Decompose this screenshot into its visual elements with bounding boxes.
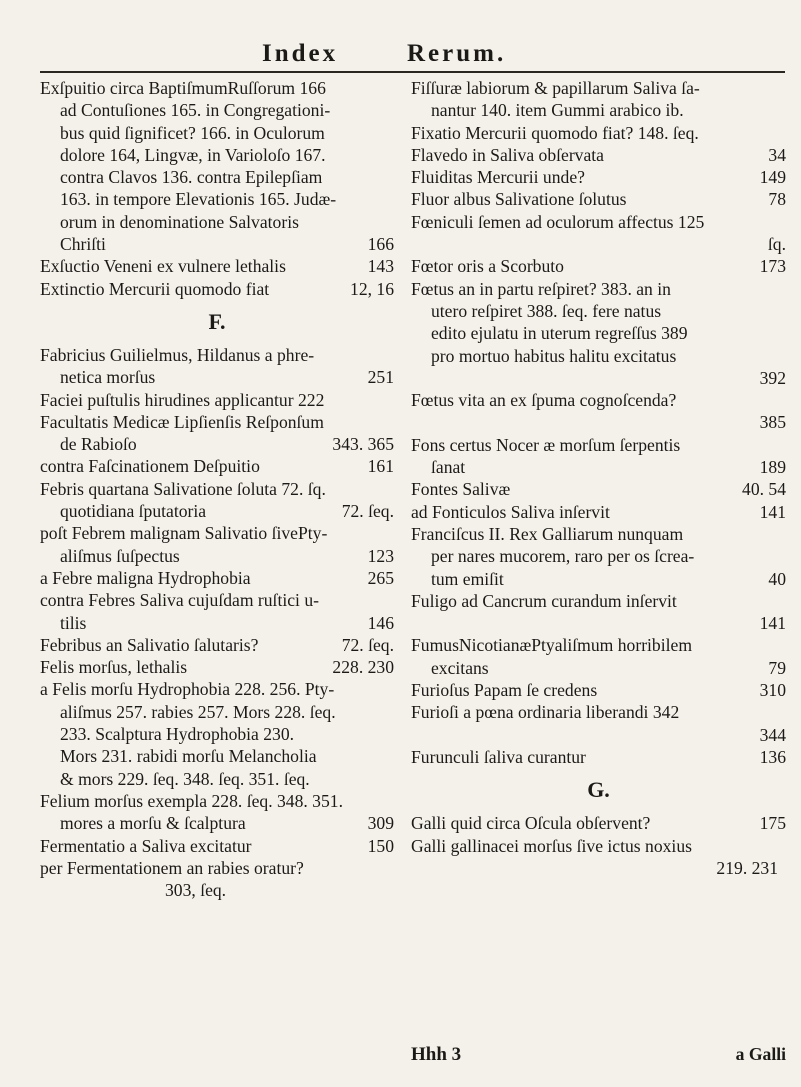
index-text: netica morſus [60, 367, 156, 388]
index-text: de Rabioſo [60, 434, 137, 455]
index-text: Felis morſus, lethalis [40, 657, 188, 678]
header-rule [40, 71, 785, 73]
page-ref: 78 [768, 189, 786, 210]
index-line: 163. in tempore Elevationis 165. Judæ- [60, 189, 337, 210]
left-column [40, 77, 394, 901]
index-line: per nares mucorem, raro per os ſcrea- [431, 546, 695, 567]
index-line [40, 612, 394, 634]
index-line: Fabricius Guilielmus, Hildanus a phre- [40, 344, 315, 365]
index-line: 141 [759, 613, 786, 634]
index-line [411, 255, 786, 277]
index-line: contra Febres Saliva cujuſdam ruſtici u- [40, 590, 319, 611]
section-letter-f: F. [208, 308, 226, 334]
index-text: excitans [431, 657, 489, 678]
page-ref: 343. 365 [332, 434, 394, 455]
index-line [411, 812, 786, 834]
index-line [40, 835, 394, 857]
index-text: contra Faſcinationem Deſpuitio [40, 456, 260, 477]
index-text: ad Fonticulos Saliva inſervit [411, 501, 610, 522]
page-ref: 309 [367, 813, 394, 834]
page-ref: 141 [759, 501, 786, 522]
index-line: dolore 164, Lingvæ, in Varioloſo 167. [60, 144, 326, 165]
index-line [40, 500, 394, 522]
index-line: contra Clavos 136. contra Epilepſiam [60, 167, 323, 188]
index-line: ad Contuſiones 165. in Congregationi- [60, 100, 331, 121]
index-line [40, 634, 394, 656]
header-index: Index [262, 40, 339, 67]
index-line [40, 812, 394, 834]
page-ref: 310 [759, 680, 786, 701]
index-line [411, 456, 786, 478]
page-ref: 40 [768, 568, 786, 589]
index-line: Fixatio Mercurii quomodo fiat? 148. ſeq. [411, 122, 699, 143]
index-text: Fermentatio a Saliva excitatur [40, 835, 252, 856]
index-line: Fœtus an in partu reſpiret? 383. an in [411, 278, 671, 299]
index-line [40, 255, 394, 277]
page-ref: 149 [759, 167, 786, 188]
page-ref: 12, 16 [350, 278, 394, 299]
index-line: Furioſi a pœna ordinaria liberandi 342 [411, 702, 680, 723]
index-line: Febris quartana Salivatione ſoluta 72. ſq. [40, 478, 326, 499]
page-ref: 79 [768, 657, 786, 678]
index-line [411, 166, 786, 188]
page-ref: 265 [367, 567, 394, 588]
index-line: Exſpuitio circa BaptiſmumRuſſorum 166 [40, 78, 326, 98]
index-line: 233. Scalptura Hydrophobia 230. [60, 724, 295, 745]
index-line: Faciei puſtulis hirudines applicantur 222 [40, 389, 325, 410]
page-ref: 40. 54 [742, 479, 786, 500]
index-text: Fluor albus Salivatione ſolutus [411, 189, 627, 210]
page-ref: 189 [759, 457, 786, 478]
index-line: 219. 231 [716, 857, 778, 878]
section-letter-g: G. [587, 777, 610, 803]
index-line [40, 233, 394, 255]
index-text: Galli quid circa Oſcula obſervent? [411, 813, 651, 834]
index-text: mores a morſu & ſcalptura [60, 813, 246, 834]
index-line [411, 657, 786, 679]
page-ref: 123 [367, 545, 394, 566]
index-text: tum emiſit [431, 568, 504, 589]
index-line [411, 679, 786, 701]
index-line: 385 [759, 412, 786, 433]
page-ref: 150 [367, 835, 394, 856]
index-text: tilis [60, 612, 87, 633]
index-line: Fœniculi ſemen ad oculorum affectus 125 [411, 211, 705, 232]
index-line [40, 366, 394, 388]
page-ref: 146 [367, 612, 394, 633]
page-ref: 143 [367, 256, 394, 277]
page-ref: 173 [759, 256, 786, 277]
index-line: Fœtus vita an ex ſpuma cognoſcenda? [411, 390, 677, 411]
index-line [411, 188, 786, 210]
index-line: & mors 229. ſeq. 348. ſeq. 351. ſeq. [60, 768, 310, 789]
index-line: orum in denominatione Salvatoris [60, 211, 299, 232]
signature-mark: Hhh 3 [411, 1044, 462, 1065]
index-line: pro mortuo habitus halitu excitatus [431, 345, 677, 366]
index-text: Furioſus Papam ſe credens [411, 680, 598, 701]
index-line [411, 478, 786, 500]
index-line [411, 501, 786, 523]
page-ref: 228. 230 [332, 657, 394, 678]
right-column [411, 77, 786, 879]
page-ref: 161 [367, 456, 394, 477]
index-line: bus quid ſignificet? 166. in Oculorum [60, 122, 325, 143]
index-text: ſanat [431, 457, 466, 478]
page-ref: 175 [759, 813, 786, 834]
index-line: Mors 231. rabidi morſu Melancholia [60, 746, 317, 767]
index-line [411, 746, 786, 768]
index-line: Galli gallinacei morſus ſive ictus noxius [411, 835, 692, 856]
index-line [40, 656, 394, 678]
page-ref: 136 [759, 746, 786, 767]
index-text: Chriſti [60, 234, 106, 255]
index-line: poſt Febrem malignam Salivatio ſivePty- [40, 523, 328, 544]
header-rerum: Rerum. [407, 40, 507, 67]
index-line [411, 144, 786, 166]
index-text: Exſuctio Veneni ex vulnere lethalis [40, 256, 286, 277]
index-text: Furunculi ſaliva curantur [411, 746, 586, 767]
page-ref: 34 [768, 144, 786, 165]
index-line: Fons certus Nocer æ morſum ſerpentis [411, 434, 681, 455]
index-line: aliſmus 257. rabies 257. Mors 228. ſeq. [60, 701, 336, 722]
index-text: Fluiditas Mercurii unde? [411, 167, 585, 188]
index-line: 303, ſeq. [165, 880, 227, 901]
index-line: 392 [759, 367, 786, 388]
page-ref: 166 [367, 234, 394, 255]
index-line: ſq. [767, 234, 786, 255]
index-line: FumusNicotianæPtyaliſmum horribilem [411, 635, 693, 656]
index-line: a Felis morſu Hydrophobia 228. 256. Pty- [40, 679, 335, 700]
page-ref: 251 [367, 367, 394, 388]
index-line [40, 567, 394, 589]
page-header [0, 32, 801, 72]
index-line: edito ejulatu in uterum regreſſus 389 [431, 323, 688, 344]
index-line: Fiſſuræ labiorum & papillarum Saliva ſa- [411, 78, 700, 98]
index-text: aliſmus ſuſpectus [60, 545, 180, 566]
index-line [40, 455, 394, 477]
index-line: Felium morſus exempla 228. ſeq. 348. 351. [40, 790, 343, 811]
catchword: a Galli [735, 1044, 786, 1064]
index-text: Extinctio Mercurii quomodo fiat [40, 278, 270, 299]
index-text: Flavedo in Saliva obſervata [411, 144, 604, 165]
index-line: nantur 140. item Gummi arabico ib. [431, 100, 684, 121]
index-line: Fuligo ad Cancrum curandum inſervit [411, 590, 677, 611]
index-line: utero reſpiret 388. ſeq. fere natus [431, 300, 662, 321]
index-line: 344 [759, 724, 786, 745]
index-line: Franciſcus II. Rex Galliarum nunquam [411, 523, 684, 544]
index-text: Fœtor oris a Scorbuto [411, 256, 564, 277]
page-ref: 72. ſeq. [341, 501, 394, 522]
index-line [411, 568, 786, 590]
index-line [40, 433, 394, 455]
index-text: a Febre maligna Hydrophobia [40, 567, 251, 588]
index-line: per Fermentationem an rabies oratur? [40, 857, 304, 878]
index-line [40, 278, 394, 300]
index-text: Fontes Salivæ [411, 479, 511, 500]
index-line [40, 545, 394, 567]
index-line: Facultatis Medicæ Lipſienſis Reſponſum [40, 411, 324, 432]
index-text: quotidiana ſputatoria [60, 501, 207, 522]
page-ref: 72. ſeq. [341, 634, 394, 655]
index-text: Febribus an Salivatio ſalutaris? [40, 634, 259, 655]
